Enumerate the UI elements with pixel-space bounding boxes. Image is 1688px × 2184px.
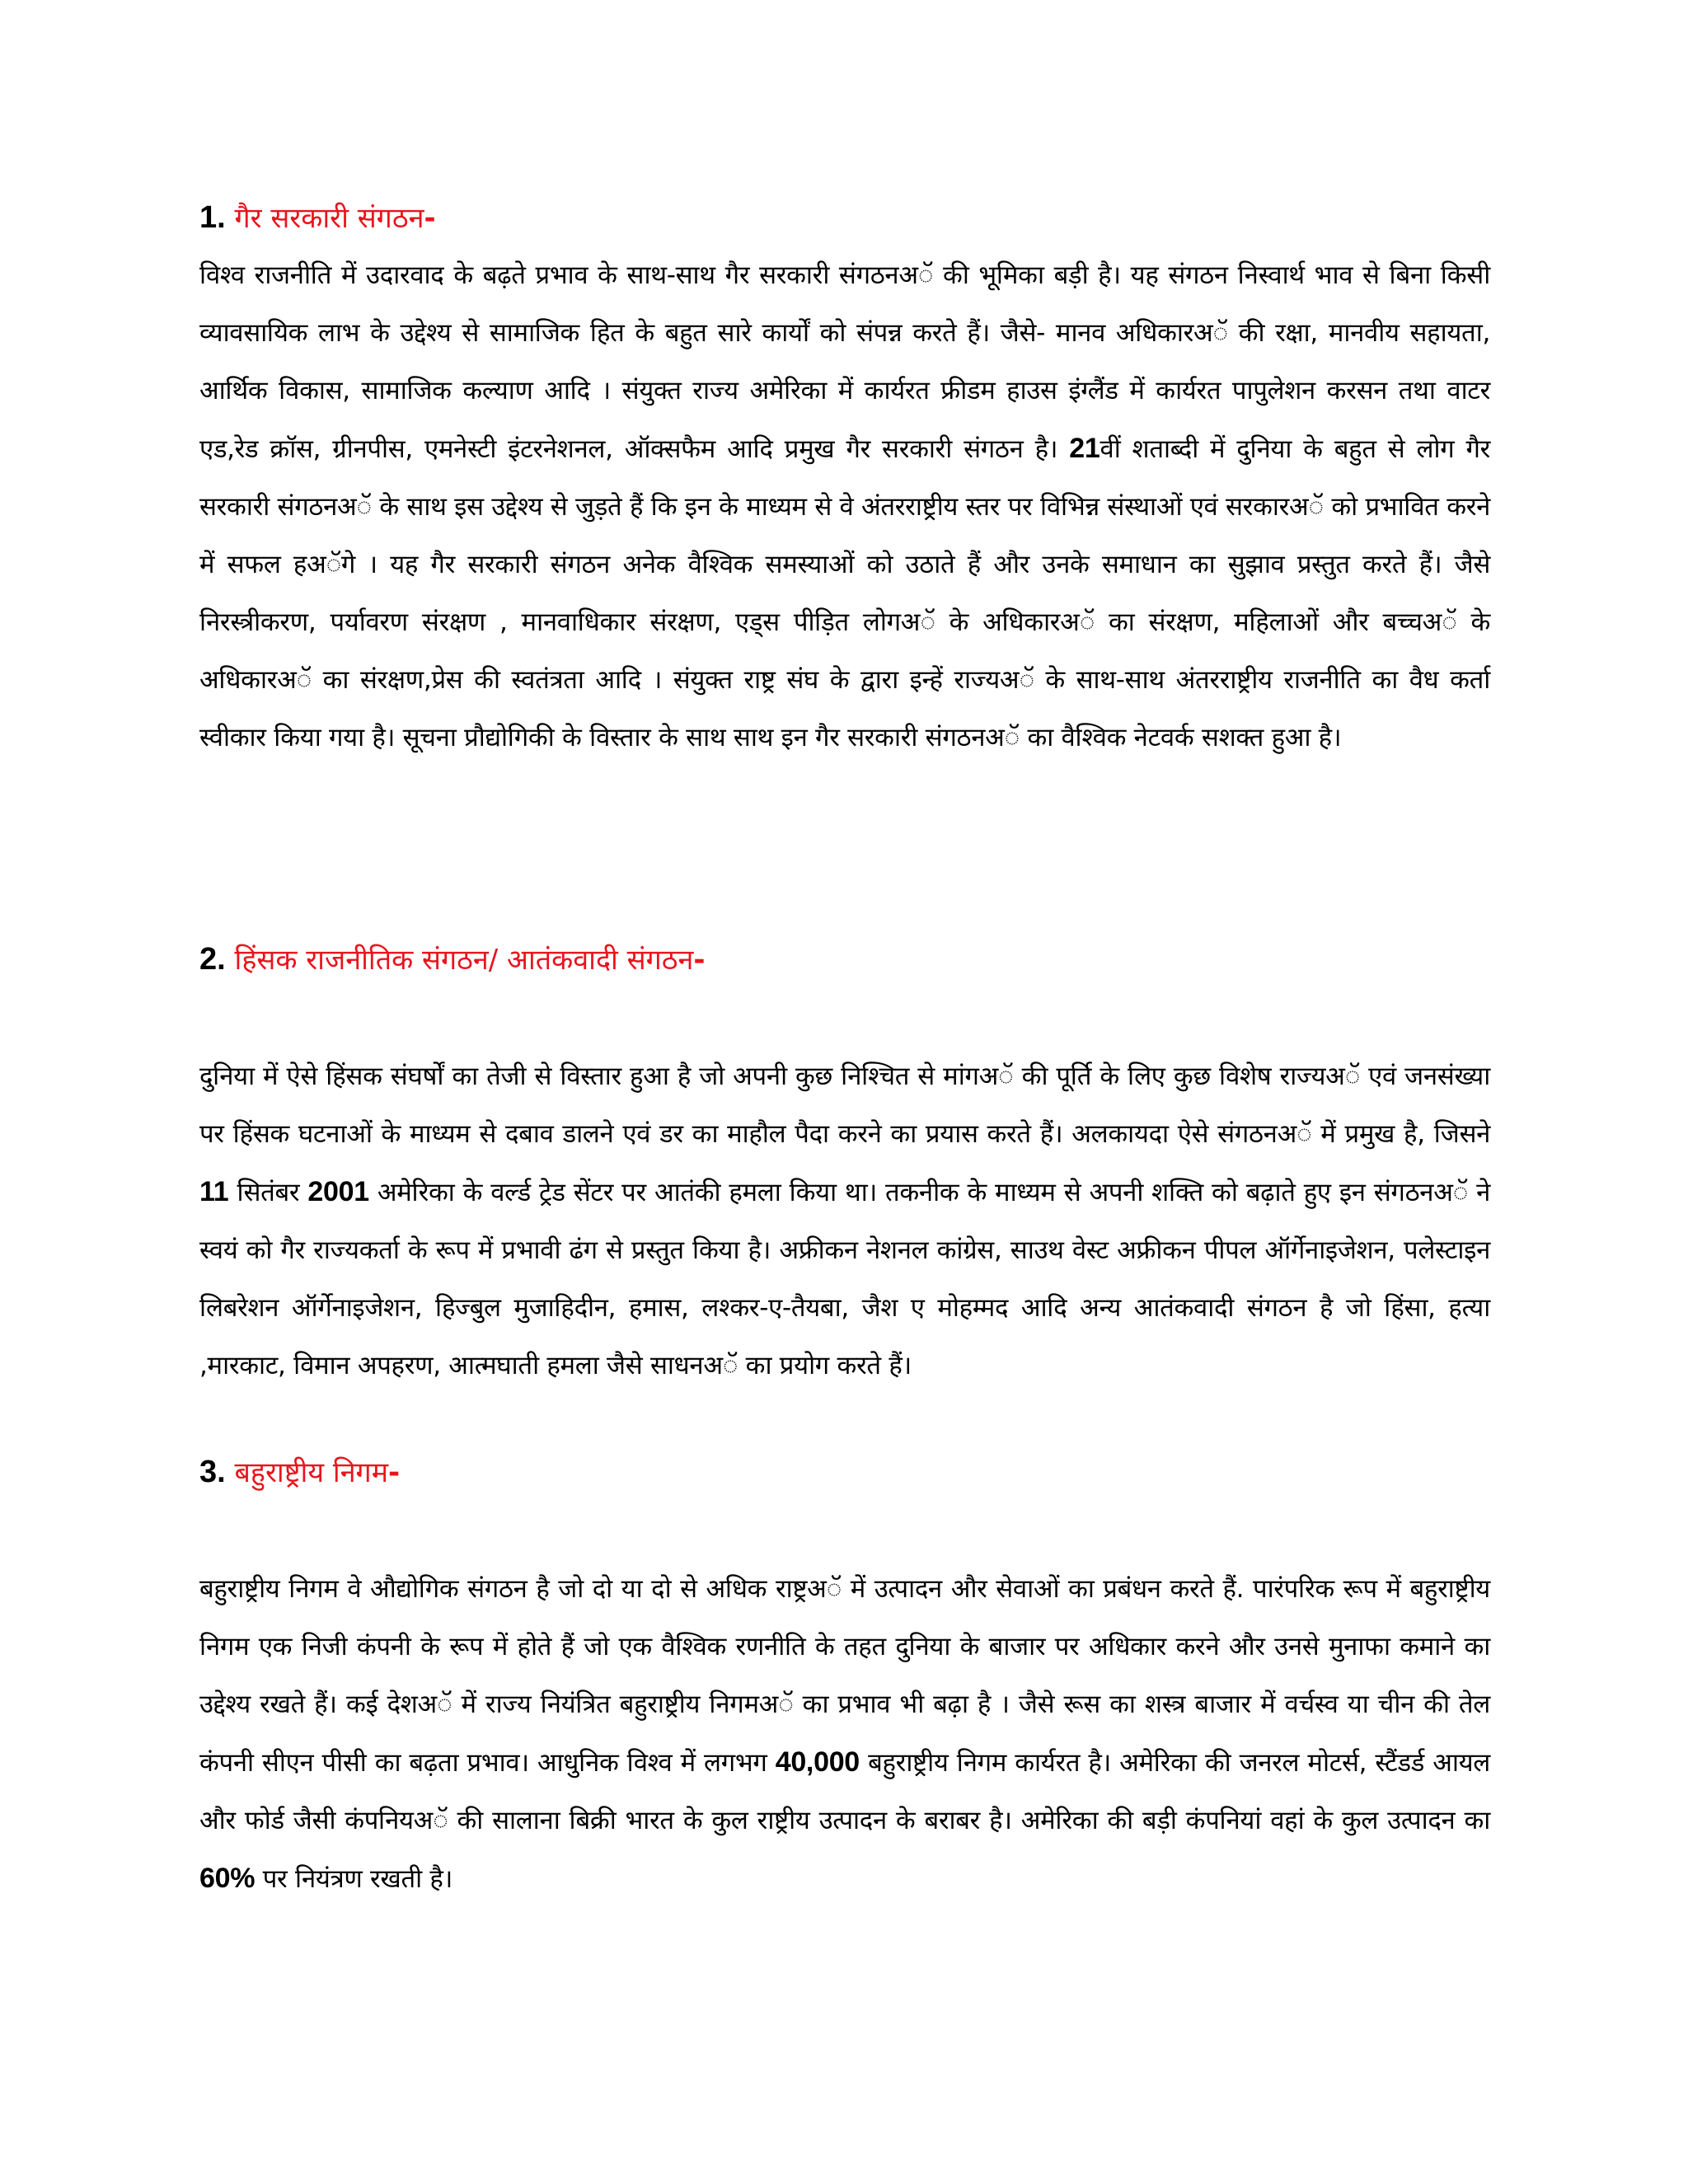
section-title: गैर सरकारी संगठन (234, 202, 424, 235)
text-run: पर नियंत्रण रखती है। (255, 1864, 453, 1894)
number-run: 60% (199, 1863, 256, 1894)
text-run: दुनिया में ऐसे हिंसक संघर्षों का तेजी से विस्तार हुआ है जो अपनी कुछ निश्चित से मांगअॅ की पूर्ति के लिए कुछ विशेष राज्यअॅ एवं जनसंख्या पर हिंसक घटनाओं के माध्यम से दबाव डालने एवं डर का माहौल पैदा करने का प्रयास करते हैं। अलकायदा ऐसे संगठनअॅ में प्रमुख है, जिसने (199, 1062, 1490, 1149)
section-1-heading (199, 199, 1490, 237)
section-title-suffix: - (424, 202, 436, 235)
text-run: वीं शताब्दी में दुनिया के बहुत से लोग गैर सरकारी संगठनअॅ के साथ इस उद्देश्य से जुड़ते हैं कि इन के माध्यम से वे अंतरराष्ट्रीय स्तर पर विभिन्न संस्थाओं एवं सरकारअॅ को प्रभावित करने में सफल हअॅगे । यह गैर सरकारी संगठन अनेक वैश्विक समस्याओं को उठाते हैं और उनके समाधान का सुझाव प्रस्तुत करते हैं। जैसे निरस्त्रीकरण, पर्यावरण संरक्षण , मानवाधिकार संरक्षण, एड्स पीड़ित लोगअॅ के अधिकारअॅ का संरक्षण, महिलाओं और बच्चअॅ के अधिकारअॅ का संरक्षण,प्रेस की स्वतंत्रता आदि । संयुक्त राष्ट्र संघ के द्वारा इन्हें राज्यअॅ के साथ-साथ अंतरराष्ट्रीय राजनीति का वैध कर्ता स्वीकार किया गया है। सूचना प्रौद्योगिकी के विस्तार के साथ साथ इन गैर सरकारी संगठनअॅ का वैश्विक नेटवर्क सशक्त हुआ है। (199, 434, 1491, 752)
section-title-suffix: - (388, 1456, 401, 1489)
section-2-paragraph (199, 1047, 1490, 1394)
number-run: 2001 (307, 1176, 369, 1207)
section-title: हिंसक राजनीतिक संगठन/ आतंकवादी संगठन (234, 944, 694, 977)
number-run: 11 (199, 1176, 229, 1207)
section-title-suffix: - (693, 944, 706, 977)
section-2-heading (199, 941, 1490, 978)
text-run: सितंबर (228, 1178, 308, 1207)
text-run: अमेरिका के वर्ल्ड ट्रेड सेंटर पर आतंकी हमला किया था। तकनीक के माध्यम से अपनी शक्ति को बढ़ाते हुए इन संगठनअॅ ने स्वयं को गैर राज्यकर्ता के रूप में प्रभावी ढंग से प्रस्तुत किया है। अफ्रीकन नेशनल कांग्रेस, साउथ वेस्ट अफ्रीकन पीपल ऑर्गेनाइजेशन, पलेस्टाइन लिबरेशन ऑर्गेनाइजेशन, हिज्बुल मुजाहिदीन, हमास, लश्कर-ए-तैयबा, जैश ए मोहम्मद आदि अन्य आतंकवादी संगठन है जो हिंसा, हत्या ,मारकाट, विमान अपहरण, आत्मघाती हमला जैसे साधनअॅ का प्रयोग करते हैं। (199, 1178, 1490, 1380)
text-run: बहुराष्ट्रीय निगम कार्यरत है। अमेरिका की जनरल मोटर्स, स्टैंडर्ड आयल और फोर्ड जैसी कंपनियअॅ की सालाना बिक्री भारत के कुल राष्ट्रीय उत्पादन के बराबर है। अमेरिका की बड़ी कंपनियां वहां के कुल उत्पादन का (199, 1748, 1490, 1835)
section-3-paragraph (199, 1560, 1490, 1908)
text-run: विश्व राजनीति में उदारवाद के बढ़ते प्रभाव के साथ-साथ गैर सरकारी संगठनअॅ की भूमिका बड़ी है। यह संगठन निस्वार्थ भाव से बिना किसी व्यावसायिक लाभ के उद्देश्य से सामाजिक हित के बहुत सारे कार्यों को संपन्न करते हैं। जैसे- मानव अधिकारअॅ की रक्षा, मानवीय सहायता, आर्थिक विकास, सामाजिक कल्याण आदि । संयुक्त राज्य अमेरिका में कार्यरत फ्रीडम हाउस इंग्लैंड में कार्यरत पापुलेशन करसन तथा वाटर एड,रेड क्रॉस, ग्रीनपीस, एमनेस्टी इंटरनेशनल, ऑक्सफैम आदि प्रमुख गैर सरकारी संगठन है। (199, 260, 1490, 464)
number-run: 40,000 (775, 1746, 860, 1778)
section-number: 1. (199, 200, 226, 235)
section-3-heading (199, 1454, 1490, 1491)
number-run: 21 (1069, 433, 1100, 464)
text-run: बहुराष्ट्रीय निगम वे औद्योगिक संगठन है जो दो या दो से अधिक राष्ट्रअॅ में उत्पादन और सेवाओं का प्रबंधन करते हैं. पारंपरिक रूप में बहुराष्ट्रीय निगम एक निजी कंपनी के रूप में होते हैं जो एक वैश्विक रणनीति के तहत दुनिया के बाजार पर अधिकार करने और उनसे मुनाफा कमाने का उद्देश्य रखते हैं। कई देशअॅ में राज्य नियंत्रित बहुराष्ट्रीय निगमअॅ का प्रभाव भी बढ़ा है । जैसे रूस का शस्त्र बाजार में वर्चस्व या चीन की तेल कंपनी सीएन पीसी का बढ़ता प्रभाव। आधुनिक विश्व में लगभग (199, 1574, 1490, 1778)
section-1-paragraph (199, 246, 1490, 766)
section-title: बहुराष्ट्रीय निगम (234, 1456, 389, 1489)
section-number: 3. (199, 1455, 226, 1489)
section-number: 2. (199, 942, 226, 977)
